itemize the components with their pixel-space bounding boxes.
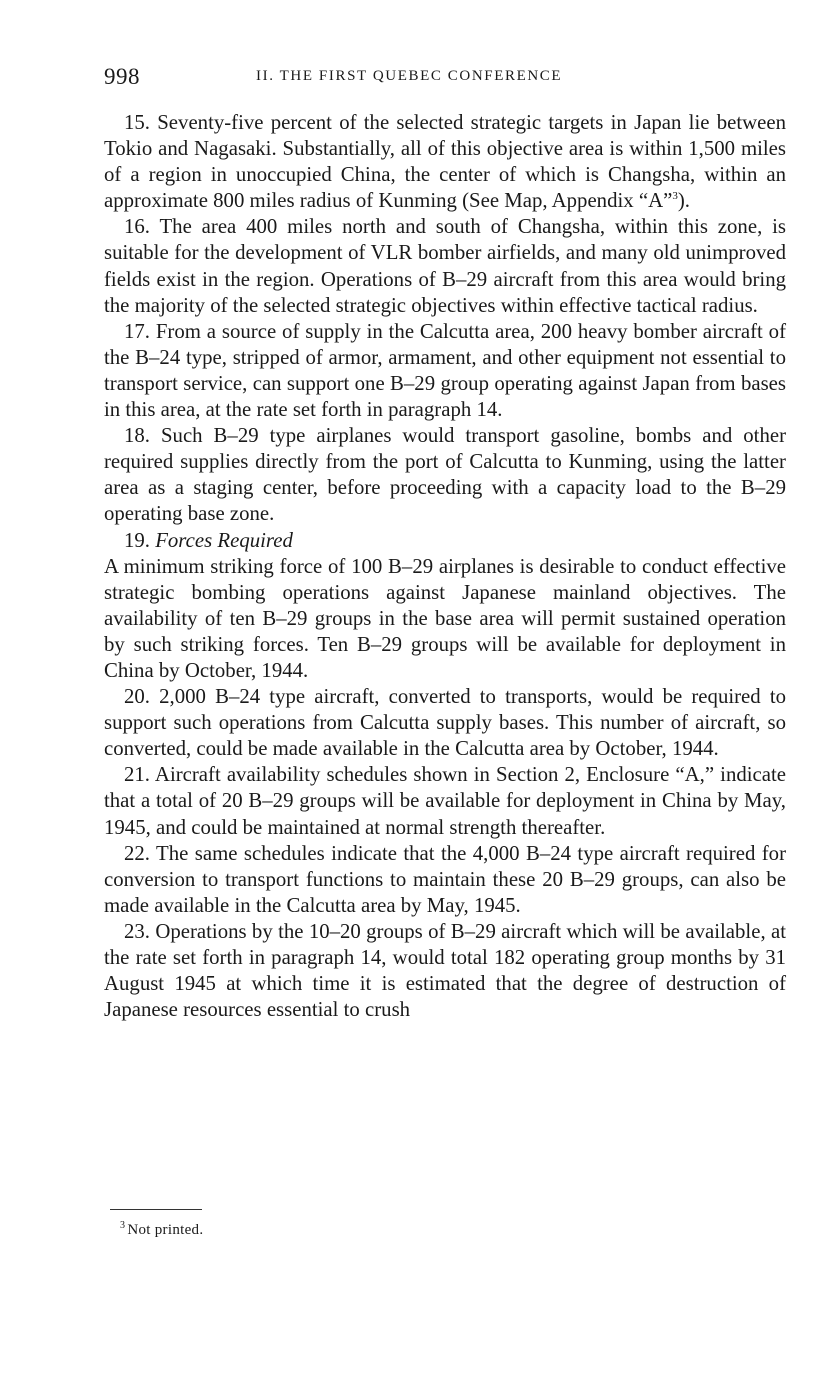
body-text: [104, 110, 786, 1023]
paragraph-22: 22. The same schedules indicate that the 4,000 B–24 type aircraft required for conversion to transport functions to maintain these 20 B–29 groups, can also be made available in the Calcutta area by May, 1945.: [104, 841, 786, 917]
paragraph-21: 21. Aircraft availability schedules shown in Section 2, Enclosure “A,” indicate that a total of 20 B–29 groups will be available for deployment in China by May, 1945, and could be maintained at normal strength thereafter.: [104, 763, 786, 839]
page-number: 998: [104, 64, 140, 89]
footnote: [120, 1222, 203, 1239]
section-heading: Forces Required: [155, 528, 293, 552]
paragraph-20: 20. 2,000 B–24 type aircraft, converted to transports, would be required to support such operations from Calcutta supply bases. This number of aircraft, so converted, could be made available in the Calcutta area by October, 1944.: [104, 685, 786, 761]
paragraph-15-text: 15. Seventy-five percent of the selected strategic targets in Japan lie between Tokio and Nagasaki. Substantially, all of this objective area is within 1,500 miles of a region in unoccupied China, the center of which is Changsha, within an approximate 800 miles radius of Kunming (See Map, Appendix “A”: [104, 111, 786, 213]
paragraph-19-number: 19.: [124, 528, 150, 552]
paragraph-19-body: A minimum striking force of 100 B–29 airplanes is desirable to conduct effective strategic bombing operations against Japanese mainland objectives. The availability of ten B–29 groups in the base area will permit sustained operation by such striking forces. Ten B–29 groups will be available for deployment in China by October, 1944.: [104, 554, 786, 682]
footnote-reference: 3: [672, 190, 678, 203]
paragraph-19-heading: [104, 528, 786, 554]
page-header: [104, 64, 784, 94]
footnote-text: Not printed.: [127, 1222, 204, 1238]
paragraph-17: 17. From a source of supply in the Calcutta area, 200 heavy bomber aircraft of the B–24 type, stripped of armor, armament, and other equipment not essential to transport service, can support one B–29 group operating against Japan from bases in this area, at the rate set forth in paragraph 14.: [104, 319, 786, 422]
paragraph-15-close: ).: [677, 189, 690, 213]
paragraph-18: 18. Such B–29 type airplanes would transport gasoline, bombs and other required supplies directly from the port of Calcutta to Kunming, using the latter area as a staging center, before proceeding with a capacity load to the B–29 operating base zone.: [104, 424, 786, 526]
paragraph-16: 16. The area 400 miles north and south of Changsha, within this zone, is suitable for the development of VLR bomber airfields, and many old unimproved fields exist in the region. Operations of B–29 aircraft from this area would bring the majority of the selected strategic objectives within effective tactical radius.: [104, 215, 786, 317]
footnote-mark: 3: [120, 1220, 126, 1231]
paragraph-23: 23. Operations by the 10–20 groups of B–29 aircraft which will be available, at the rate set forth in paragraph 14, would total 182 operating group months by 31 August 1945 at which time it is estimated that the degree of destruction of Japanese resources essential to crush: [104, 919, 786, 1022]
footnote-divider: [110, 1209, 202, 1210]
paragraph-15: [104, 110, 786, 214]
running-title: II. THE FIRST QUEBEC CONFERENCE: [256, 68, 563, 84]
